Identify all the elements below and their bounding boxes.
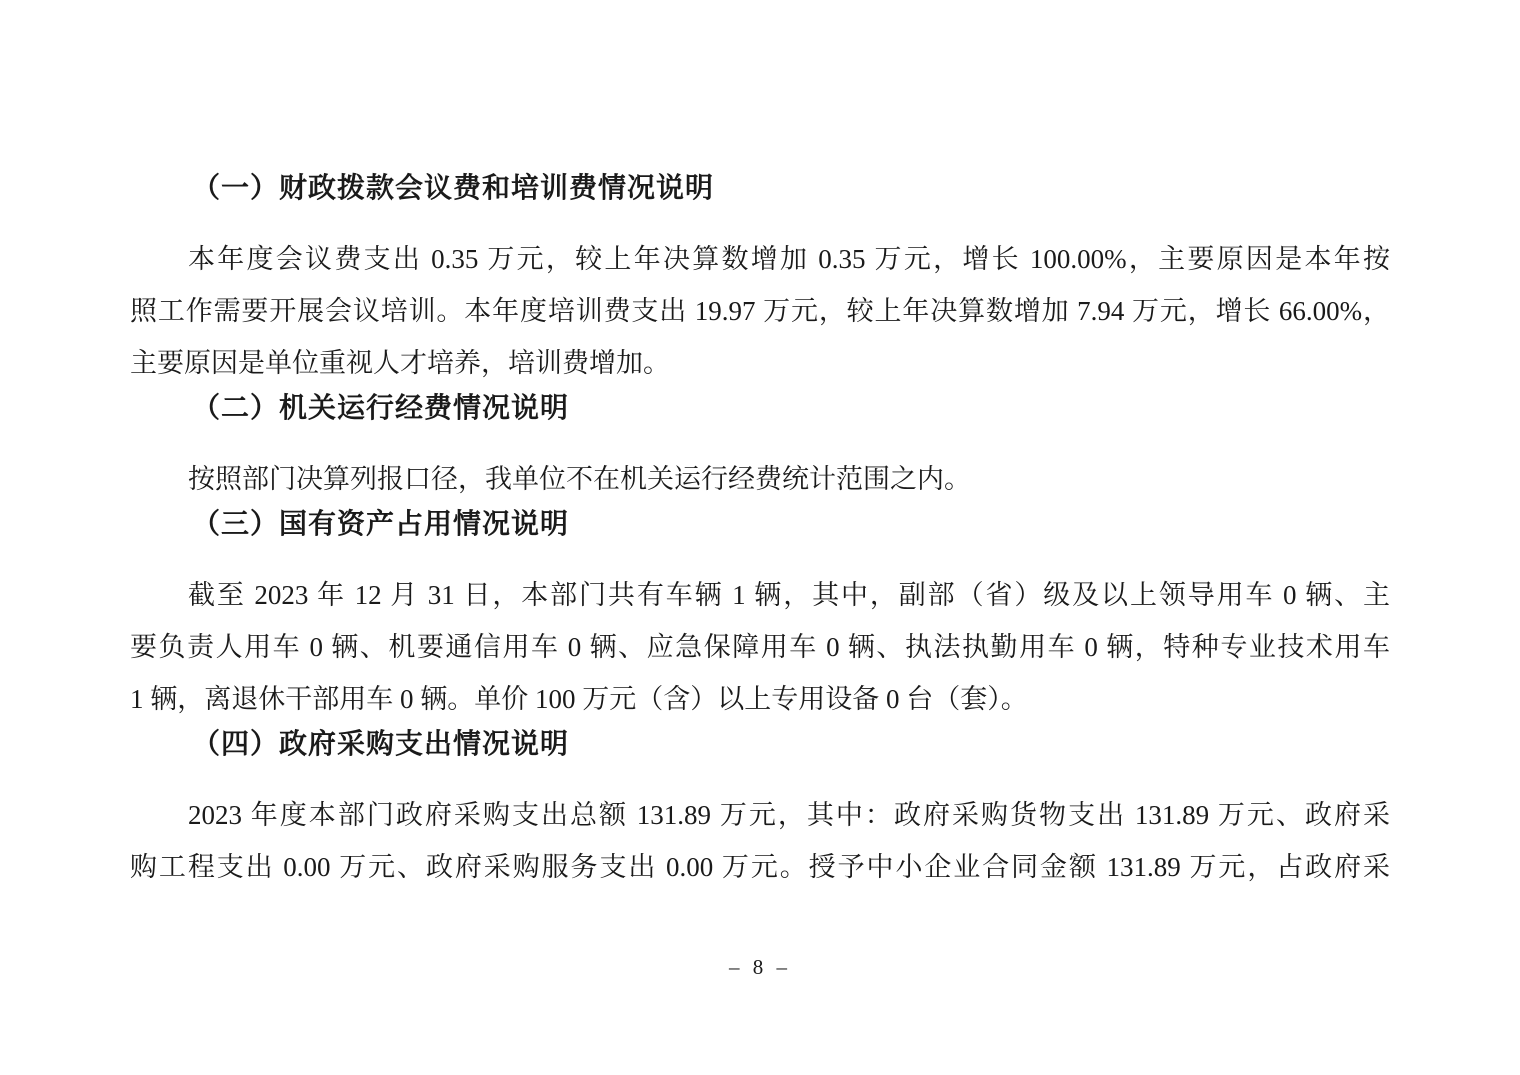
section-heading-2: （二）机关运行经费情况说明 xyxy=(192,393,570,424)
paragraph-line: 截至 2023 年 12 月 31 日，本部门共有车辆 1 辆，其中，副部（省）级及以上领导用车 0 辆、主 xyxy=(188,580,1390,610)
document-body xyxy=(130,163,1390,893)
section-heading-4: （四）政府采购支出情况说明 xyxy=(192,729,570,760)
section-state-assets xyxy=(130,499,1390,725)
page-number: – 8 – xyxy=(729,955,791,979)
paragraph-line: 本年度会议费支出 0.35 万元，较上年决算数增加 0.35 万元，增长 100.00%，主要原因是本年按 xyxy=(188,244,1390,274)
paragraph-line: 要负责人用车 0 辆、机要通信用车 0 辆、应急保障用车 0 辆、执法执勤用车 0 辆，特种专业技术用车 xyxy=(130,632,1390,662)
paragraph-line: 按照部门决算列报口径，我单位不在机关运行经费统计范围之内。 xyxy=(188,464,971,494)
section-government-procurement xyxy=(130,719,1390,893)
paragraph-line: 主要原因是单位重视人才培养，培训费增加。 xyxy=(130,348,670,378)
section-meeting-training-fees xyxy=(130,163,1390,389)
paragraph-line: 照工作需要开展会议培训。本年度培训费支出 19.97 万元，较上年决算数增加 7.94 万元，增长 66.00%， xyxy=(130,296,1390,326)
paragraph-line: 购工程支出 0.00 万元、政府采购服务支出 0.00 万元。授予中小企业合同金额 131.89 万元，占政府采 xyxy=(130,852,1390,882)
section-operating-expenses xyxy=(130,383,1390,505)
paragraph-line: 2023 年度本部门政府采购支出总额 131.89 万元，其中：政府采购货物支出 131.89 万元、政府采 xyxy=(188,800,1390,830)
section-heading-1: （一）财政拨款会议费和培训费情况说明 xyxy=(192,173,715,204)
section-heading-3: （三）国有资产占用情况说明 xyxy=(192,509,570,540)
page-footer xyxy=(0,952,1520,982)
paragraph-line: 1 辆，离退休干部用车 0 辆。单价 100 万元（含）以上专用设备 0 台（套）。 xyxy=(130,684,1028,714)
